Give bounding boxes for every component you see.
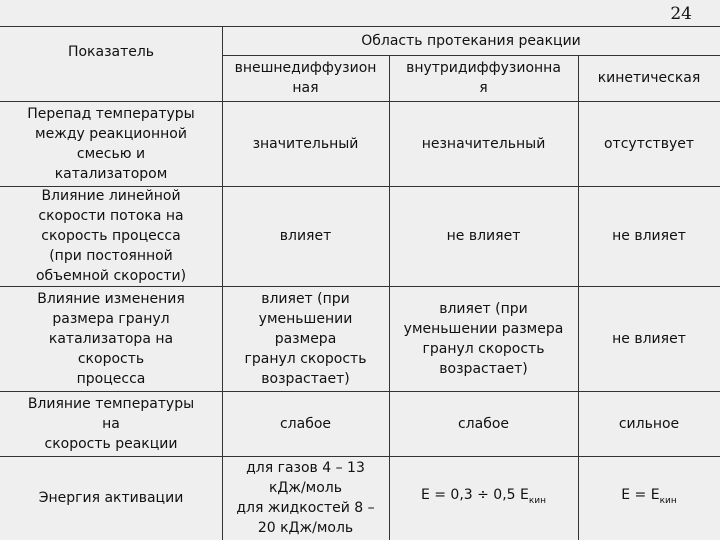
header-kinetic: кинетическая — [597, 70, 701, 86]
table-cell: отсутствует — [603, 135, 694, 152]
table-cell — [389, 456, 578, 540]
table-cell: значительный — [252, 135, 359, 152]
formula-internal: Е = 0,3 ÷ 0,5 $Е_{кин}$ — [420, 487, 547, 506]
table-cell: не влияет — [612, 330, 686, 347]
table-cell: незначительный — [421, 135, 546, 152]
table-cell: сильное — [618, 415, 680, 432]
row-label: Перепад температуры между реакционной смесью и катализатором — [27, 105, 195, 182]
row-label: Влияние линейной скорости потока на скорость процесса (при постоянной объемной скорости) — [35, 188, 187, 284]
table-cell: для газов 4 – 13 кДж/моль для жидкостей 8 – 20 кДж/моль — [236, 460, 375, 536]
header-region: Область протекания реакции — [361, 32, 581, 49]
header-internal-diffusion: внутридиффузионна я — [406, 60, 561, 96]
table-cell: влияет (при уменьшении размера гранул скорость возрастает) — [403, 300, 564, 377]
page-number: 24 — [670, 4, 692, 24]
table-cell: слабое — [457, 415, 510, 432]
table-cell: влияет — [279, 228, 332, 244]
table-cell: не влияет — [612, 228, 686, 244]
row-label: Влияние температуры на скорость реакции — [27, 395, 195, 452]
header-indicator: Показатель — [67, 44, 155, 60]
header-external-diffusion: внешнедиффузион ная — [234, 60, 377, 96]
table-cell: влияет (при уменьшении размера гранул скорость возрастает) — [244, 290, 367, 387]
table-cell — [578, 456, 720, 540]
row-label: Энергия активации — [38, 490, 184, 506]
formula-kinetic: $Е = Е_{кин}$ — [621, 487, 677, 506]
table-cell: не влияет — [446, 228, 521, 244]
table-cell: слабое — [279, 415, 332, 432]
row-label: Влияние изменения размера гранул катализатора на скорость процесса — [37, 290, 185, 387]
